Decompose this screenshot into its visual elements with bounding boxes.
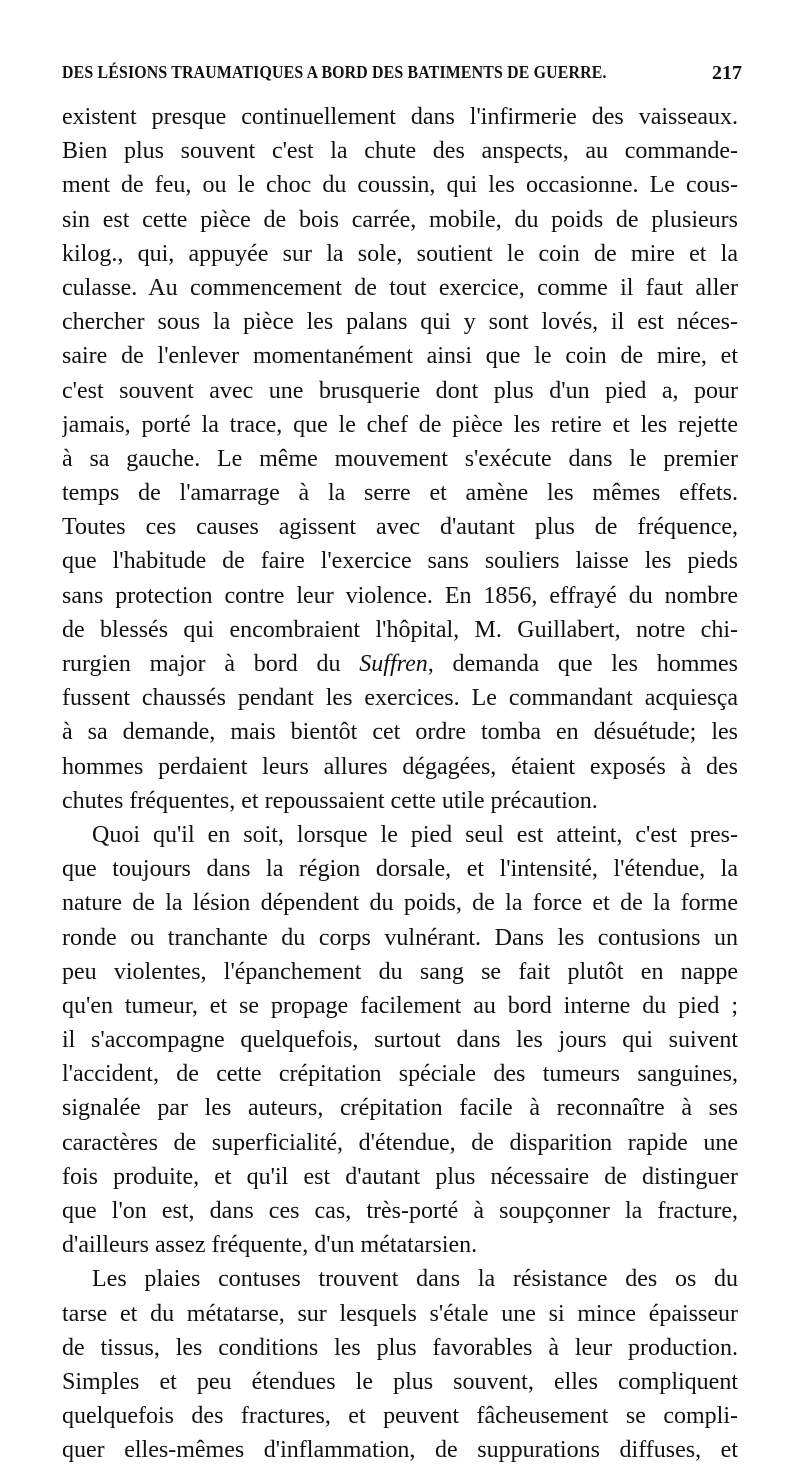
text-line: chercher sous la pièce les palans qui y sont lovés, il est néces- [62, 309, 738, 336]
text-line: que l'habitude de faire l'exercice sans souliers laisse les pieds [62, 548, 738, 575]
text-line: que toujours dans la région dorsale, et l'intensité, l'étendue, la [62, 856, 738, 883]
text-line: c'est souvent avec une brusquerie dont plus d'un pied a, pour [62, 377, 738, 404]
text-line-with-ship [62, 647, 738, 681]
text-line: tarse et du métatarse, sur lesquels s'étale une si mince épaisseur [62, 1300, 738, 1327]
text-line: à sa demande, mais bientôt cet ordre tomba en désuétude; les [62, 719, 738, 746]
text-line: peu violentes, l'épanchement du sang se fait plutôt en nappe [62, 958, 738, 985]
ship-name: Suffren [359, 651, 428, 677]
text-line: existent presque continuellement dans l'infirmerie des vaisseaux. [62, 104, 738, 130]
paragraph-3 [62, 1262, 738, 1467]
text-line: fussent chaussés pendant les exercices. Le commandant acquiesça [62, 685, 738, 712]
text-line: caractères de superficialité, d'étendue, de disparition rapide une [62, 1129, 738, 1156]
text-line: il s'accompagne quelquefois, surtout dans les jours qui suivent [62, 1027, 738, 1054]
text-line: temps de l'amarrage à la serre et amène les mêmes effets. [62, 480, 738, 507]
text-line: que l'on est, dans ces cas, très-porté à soupçonner la fracture, [62, 1198, 738, 1224]
text-line: hommes perdaient leurs allures dégagées, étaient exposés à des [62, 753, 738, 780]
text-line: sin est cette pièce de bois carrée, mobile, du poids de plusieurs [62, 206, 738, 233]
paragraph-1 [62, 100, 738, 818]
page-number: 217 [712, 62, 742, 84]
text-line: Quoi qu'il en soit, lorsque le pied seul est atteint, c'est pres- [92, 821, 738, 848]
text-line: chutes fréquentes, et repoussaient cette utile précaution. [62, 787, 598, 814]
text-line: qu'en tumeur, et se propage facilement au bord interne du pied ; [62, 992, 738, 1019]
text-line: de tissus, les conditions les plus favorables à leur production. [62, 1334, 738, 1361]
text-line: de blessés qui encombraient l'hôpital, M. Guillabert, notre chi- [62, 616, 738, 643]
text-line: kilog., qui, appuyée sur la sole, soutient le coin de mire et la [62, 240, 738, 267]
text-line: quelquefois des fractures, et peuvent fâcheusement se compli- [62, 1403, 738, 1430]
running-head [62, 62, 742, 86]
text-line: quer elles-mêmes d'inflammation, de suppurations diffuses, et [62, 1437, 738, 1464]
running-title: DES LÉSIONS TRAUMATIQUES A BORD DES BATIMENTS DE GUERRE. [62, 62, 607, 82]
text-line: Les plaies contuses trouvent dans la résistance des os du [92, 1266, 738, 1293]
text-line: saire de l'enlever momentanément ainsi que le coin de mire, et [62, 343, 738, 370]
text-line: Toutes ces causes agissent avec d'autant plus de fréquence, [62, 514, 738, 541]
text-line: signalée par les auteurs, crépitation facile à reconnaître à ses [62, 1095, 738, 1122]
text-line: d'ailleurs assez fréquente, d'un métatarsien. [62, 1232, 478, 1259]
text-line: jamais, porté la trace, que le chef de pièce les retire et les rejette [62, 411, 738, 438]
text-line: ment de feu, ou le choc du coussin, qui les occasionne. Le cous- [62, 172, 738, 199]
text-line: ronde ou tranchante du corps vulnérant. Dans les contusions un [62, 924, 738, 951]
text-line: Simples et peu étendues le plus souvent, elles compliquent [62, 1368, 738, 1395]
text-segment: rurgien major à bord du [62, 651, 341, 677]
text-line: Bien plus souvent c'est la chute des anspects, au commande- [62, 138, 738, 165]
text-line: fois produite, et qu'il est d'autant plus nécessaire de distinguer [62, 1163, 738, 1190]
paragraph-2 [62, 818, 738, 1262]
text-line: culasse. Au commencement de tout exercice, comme il faut aller [62, 274, 738, 301]
text-line: nature de la lésion dépendent du poids, de la force et de la forme [62, 890, 738, 917]
body-text [62, 100, 738, 1468]
text-line: à sa gauche. Le même mouvement s'exécute dans le premier [62, 445, 738, 472]
text-line: sans protection contre leur violence. En 1856, effrayé du nombre [62, 582, 738, 609]
text-line: l'accident, de cette crépitation spéciale des tumeurs sanguines, [62, 1061, 738, 1088]
text-segment: , demanda que les hommes [427, 651, 738, 677]
